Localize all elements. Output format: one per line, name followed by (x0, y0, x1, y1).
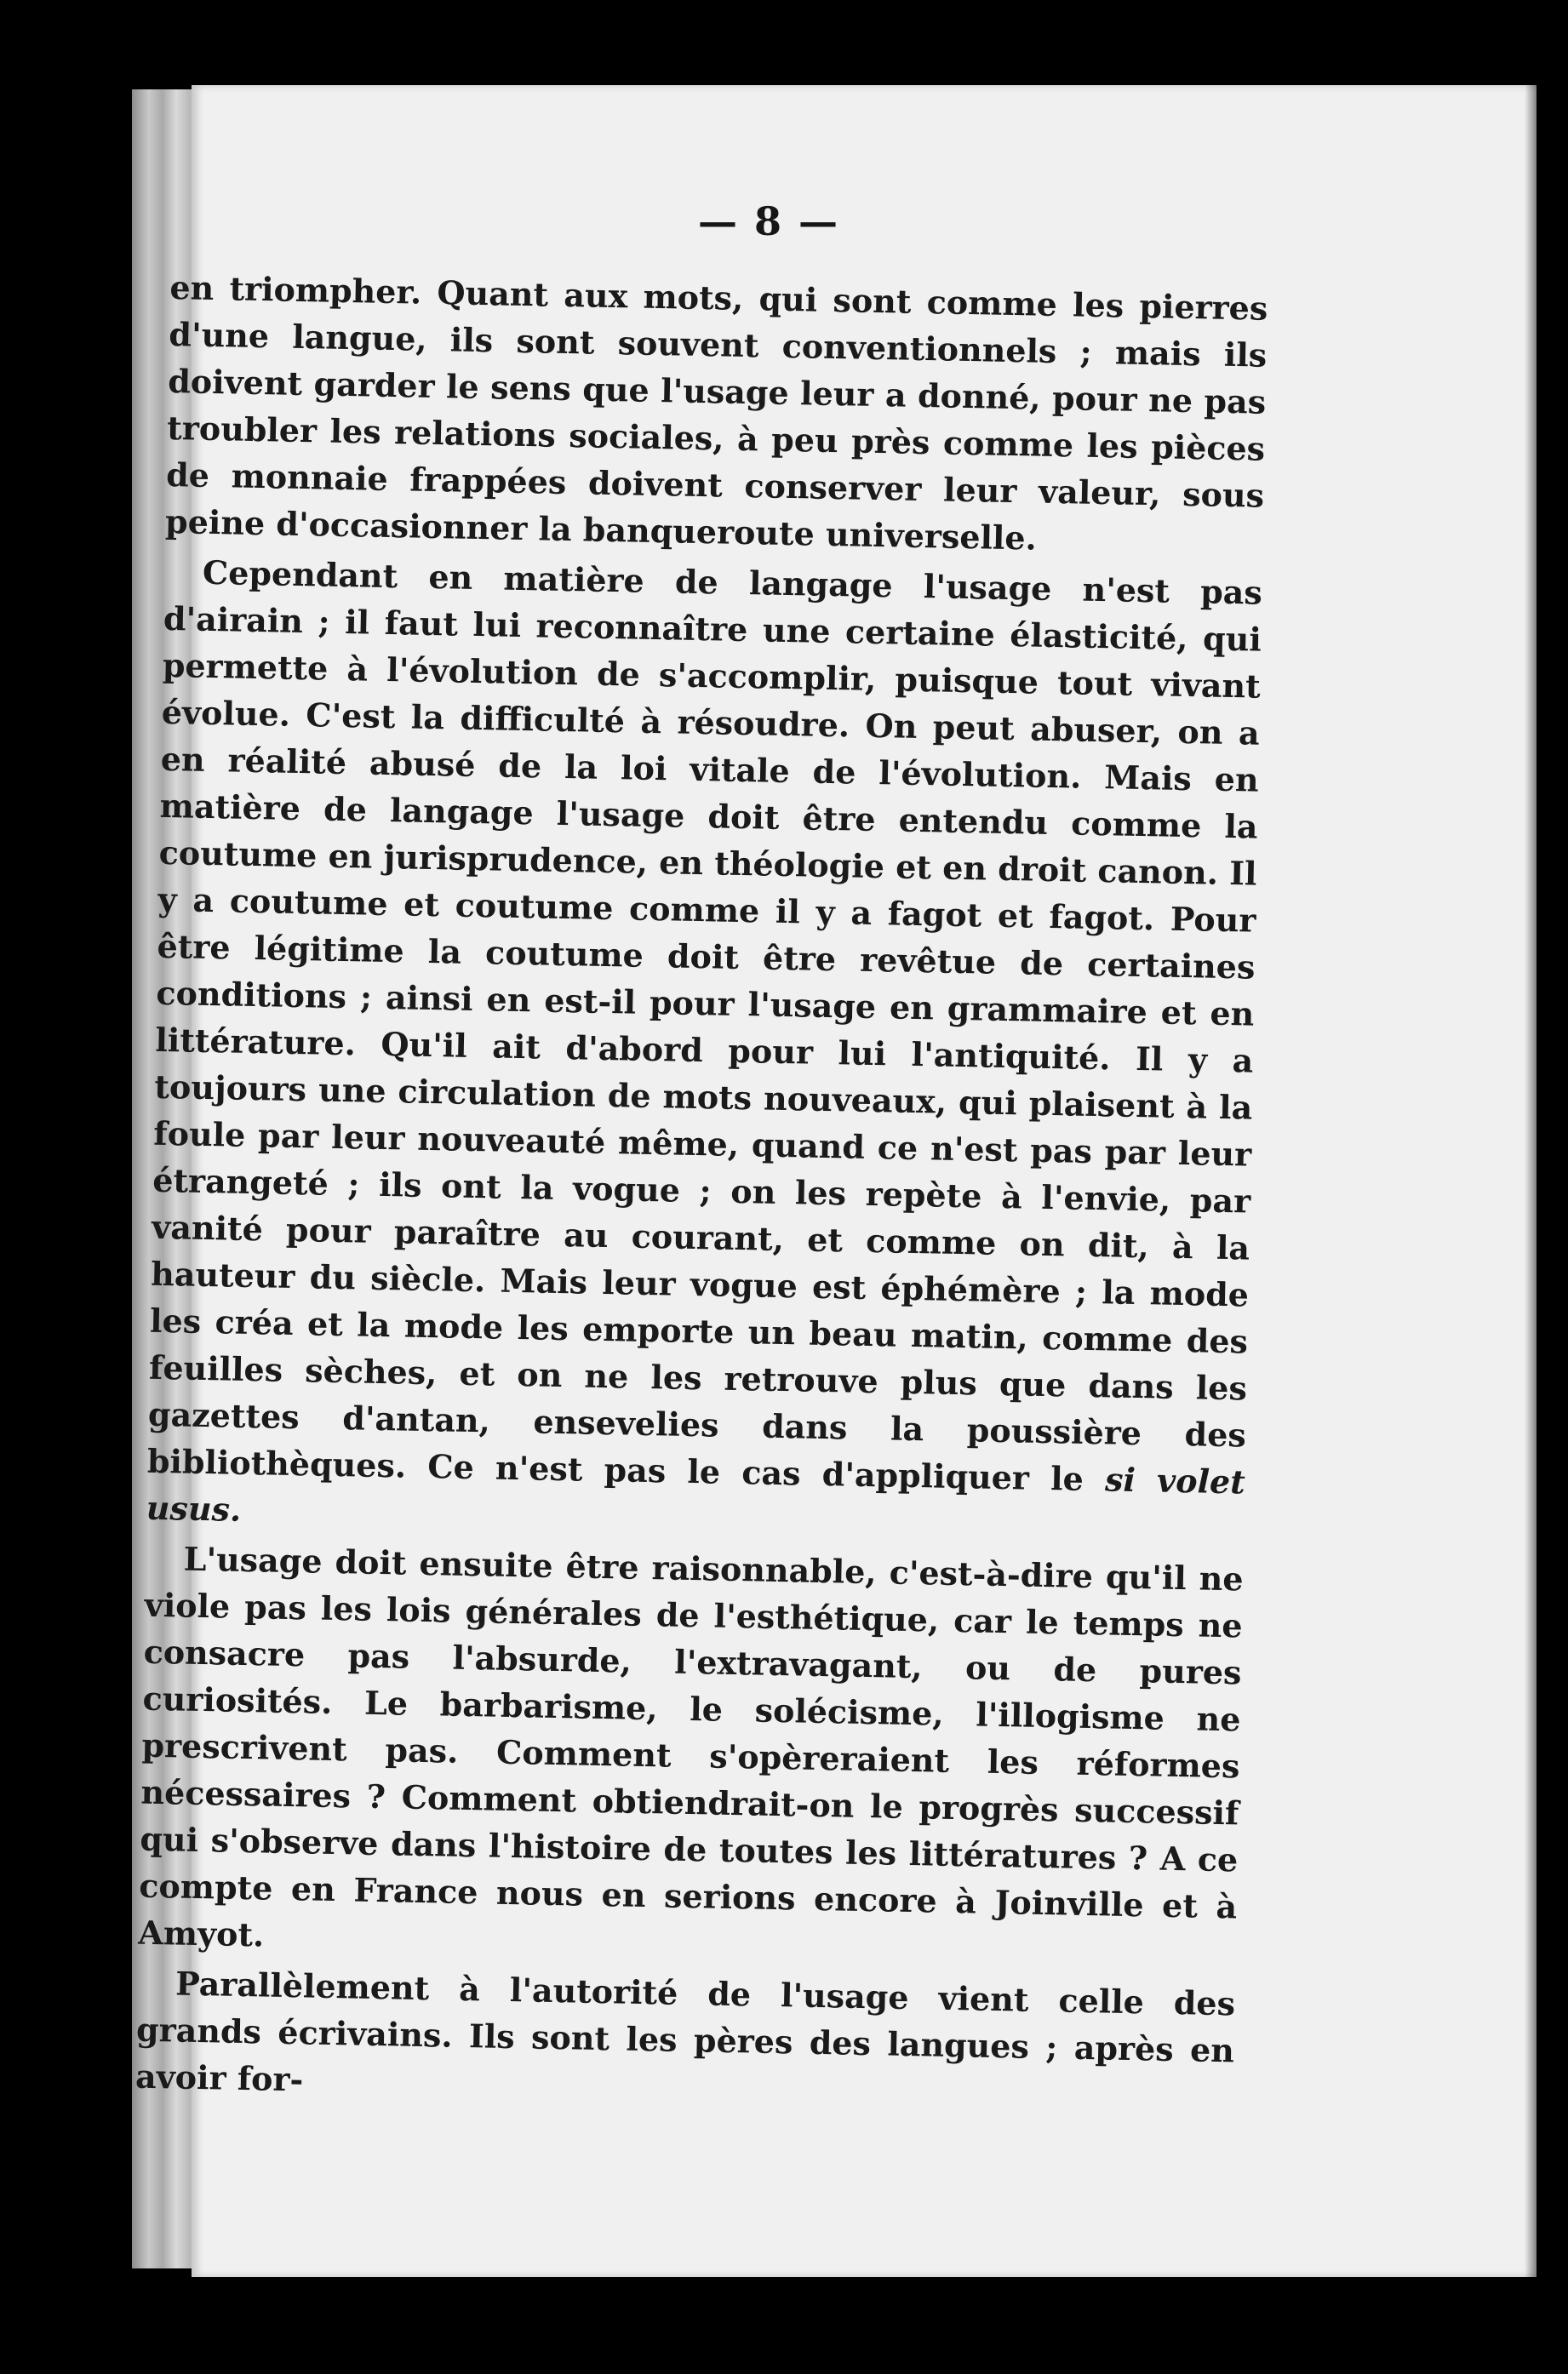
latin-phrase: si volet usus. (146, 1460, 1246, 1529)
page-number: — 8 — (698, 198, 840, 244)
paragraph-2 (146, 548, 1262, 1553)
paragraph-4: Parallèlement à l'autorité de l'usage vient celle des grands écrivains. Ils sont les pères des langues ; après en avoir for- (134, 1964, 1236, 2099)
paragraph-3: L'usage doit ensuite être raisonnable, c'est-à-dire qu'il ne viole pas les lois générales de l'esthétique, car le temps ne consacre pas l'absurde, l'extravagant, ou de pures curiosités. Le barbarisme, le solécisme, l'illogisme ne prescrivent pas. Comment s'opèreraient les réformes nécessaires ? Comment obtiendrait-on le progrès successif qui s'observe dans l'histoire de toutes les littératures ? A ce compte en France nous en serions encore à Joinville et à Amyot. (137, 1539, 1245, 1954)
page-edge-shadow (1525, 85, 1537, 2277)
paragraph-1: en triompher. Quant aux mots, qui sont comme les pierres d'une langue, ils sont souvent conventionnels ; mais ils doivent garder le sens que l'usage leur a donné, pour ne pas troubler les relations sociales, à peu près comme les pièces de monnaie frappées doivent conserver leur valeur, sous peine d'occasionner la banqueroute universelle. (164, 267, 1268, 558)
paragraph-2-text: Cependant en matière de langage l'usage n'est pas d'airain ; il faut lui reconnaître une certaine élasticité, qui permette à l'évolution de s'accomplir, puisque tout vivant évolue. C'est la difficulté à résoudre. On peut abuser, on a en réalité abusé de la loi vitale de l'évolution. Mais en matière de langage l'usage doit être entendu comme la coutume en jurisprudence, en théologie et en droit canon. Il y a coutume et coutume comme il y a fagot et fagot. Pour être légitime la coutume doit être revêtue de certaines conditions ; ainsi en est-il pour l'usage en grammaire et en littérature. Qu'il ait d'abord pour lui l'antiquité. Il y a toujours une circulation de mots nouveaux, qui plaisent à la foule par leur nouveauté même, quand ce n'est pas par leur étrangeté ; ils ont la vogue ; on les repète à l'envie, par vanité pour paraître au courant, et comme on dit, à la hauteur du siècle. Mais leur vogue est éphémère ; la mode les créa et la mode les emporte un beau matin, comme des feuilles sèches, et on ne les retrouve plus que dans les gazettes d'antan, ensevelies dans la poussière des bibliothèques. Ce n'est pas le cas d'appliquer le (146, 552, 1263, 1498)
body-text (135, 264, 1268, 2124)
